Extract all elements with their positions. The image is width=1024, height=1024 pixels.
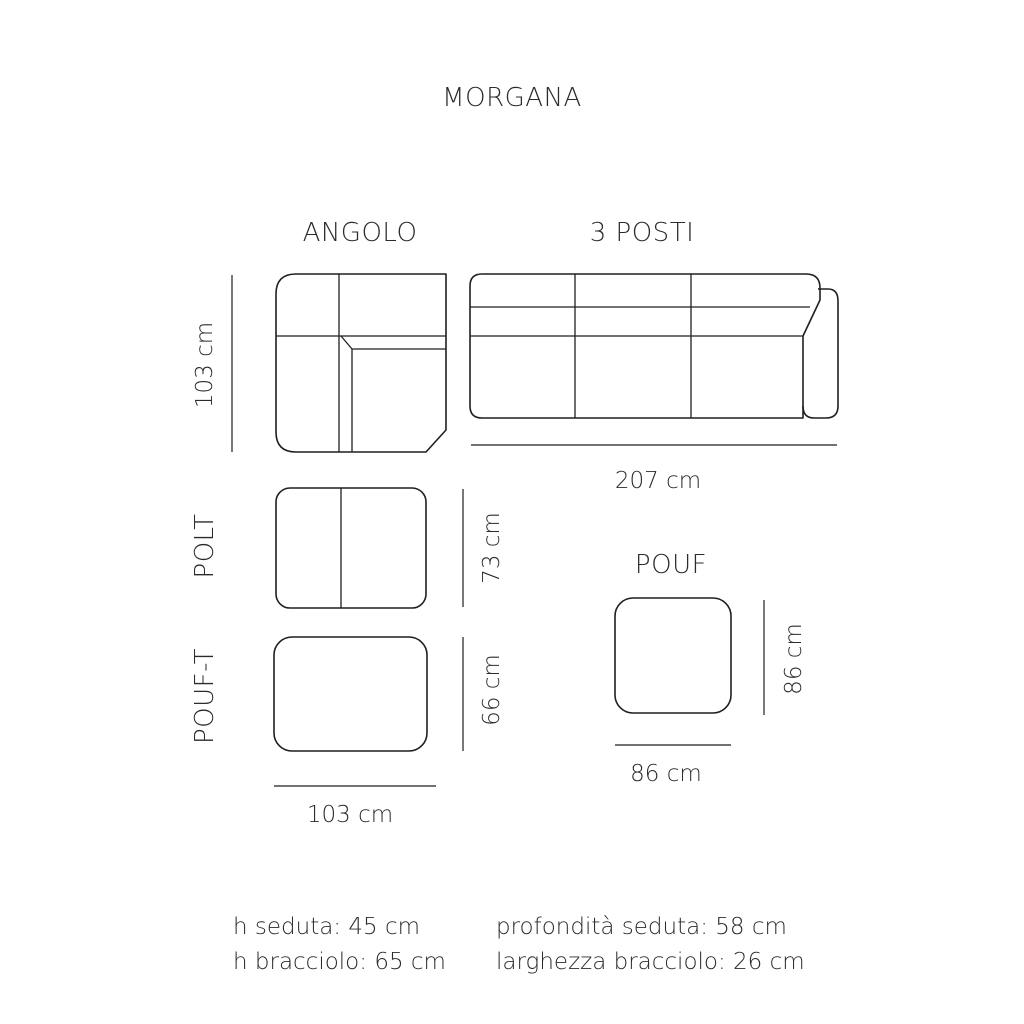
tre-posti-arm: [803, 289, 838, 418]
angolo-outline: [276, 274, 446, 452]
angolo-module: [192, 218, 446, 452]
angolo-height-dim: 103 cm: [192, 321, 218, 409]
polt-height-dim: 73 cm: [479, 512, 505, 584]
spec-h-seduta: h seduta: 45 cm: [233, 914, 420, 940]
polt-label: POLT: [190, 513, 220, 579]
spec-profondita-seduta: profondità seduta: 58 cm: [496, 914, 787, 940]
pouf-t-height-dim: 66 cm: [479, 654, 505, 726]
pouf-module: [615, 550, 807, 787]
page-title: MORGANA: [442, 83, 582, 113]
polt-module: [190, 488, 505, 608]
pouf-outline: [615, 598, 731, 713]
pouf-width-dim: 86 cm: [630, 761, 702, 787]
pouf-t-module: [190, 637, 505, 828]
pouf-label: POUF: [634, 550, 708, 580]
pouf-t-outline: [274, 637, 427, 751]
tre-posti-width-dim: 207 cm: [614, 468, 702, 494]
angolo-corner-bevel: [341, 336, 352, 349]
spec-h-bracciolo: h bracciolo: 65 cm: [233, 949, 446, 975]
tre-posti-outline: [470, 274, 820, 418]
pouf-t-label: POUF-T: [190, 647, 220, 745]
pouf-height-dim: 86 cm: [781, 623, 807, 695]
pouf-t-width-dim: 103 cm: [306, 802, 394, 828]
spec-larghezza-bracciolo: larghezza bracciolo: 26 cm: [496, 949, 805, 975]
tre-posti-label: 3 POSTI: [589, 218, 695, 248]
angolo-label: ANGOLO: [302, 218, 418, 248]
polt-outline: [276, 488, 426, 608]
specs-block: [233, 914, 805, 975]
tre-posti-module: [470, 218, 838, 494]
